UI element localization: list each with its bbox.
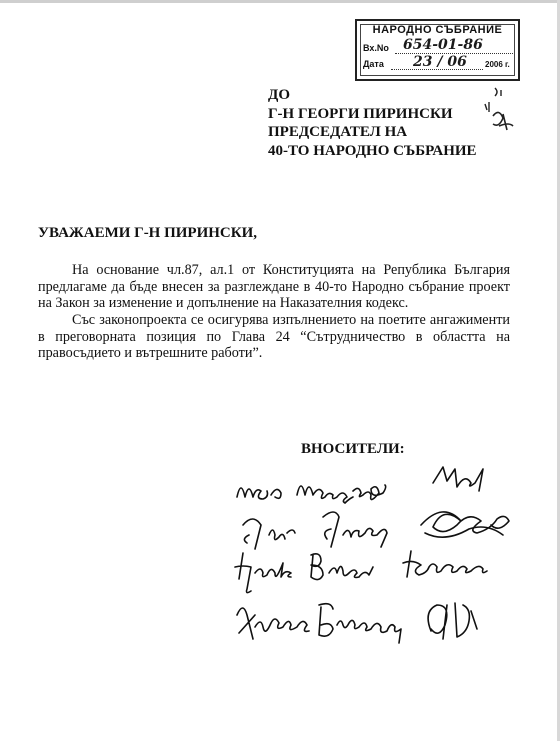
signature-2 (243, 512, 509, 549)
stamp-date-value: 23 / 06 (413, 54, 467, 70)
margin-handwritten-note (477, 86, 517, 136)
stamp-number-value: 654-01-86 (403, 37, 483, 53)
signatures-drawing (225, 455, 535, 670)
stamp-date-label: Дата (363, 59, 384, 69)
body-paragraph-1-text: На основание чл.87, ал.1 от Конституцията на Република България предлагаме да бъде внесен за разглеждане в 40-то Народно събрание проект на Закон за изменение и допълнение на Наказателния кодекс. (38, 262, 510, 311)
stamp-number-label: Вх.No (363, 43, 389, 53)
scan-edge-top (0, 0, 560, 3)
registration-stamp (355, 19, 520, 81)
addressee-to: ДО (268, 87, 290, 103)
signature-1 (237, 467, 483, 503)
addressee-block (268, 86, 477, 160)
body-paragraph-2-text: Със законопроекта се осигурява изпълнението на поетите ангажименти в преговорната позиция по Глава 24 “Сътрудничество в областта на правосъдието и вътрешните работи”. (38, 312, 510, 361)
salutation: УВАЖАЕМИ Г-Н ПИРИНСКИ, (38, 225, 258, 241)
signatures-area (225, 455, 535, 670)
signers-heading: ВНОСИТЕЛИ: (301, 441, 405, 457)
addressee-institution: 40-ТО НАРОДНО СЪБРАНИЕ (268, 142, 477, 159)
signature-4 (237, 603, 477, 643)
stamp-title: НАРОДНО СЪБРАНИЕ (372, 24, 503, 36)
stamp-year: 2006 г. (485, 60, 510, 69)
signature-3 (235, 551, 487, 593)
addressee-position: ПРЕДСЕДАТЕЛ НА (268, 124, 408, 140)
body-paragraph-2 (38, 312, 510, 362)
body-paragraph-1 (38, 262, 510, 312)
addressee-name: Г-Н ГЕОРГИ ПИРИНСКИ (268, 105, 453, 122)
